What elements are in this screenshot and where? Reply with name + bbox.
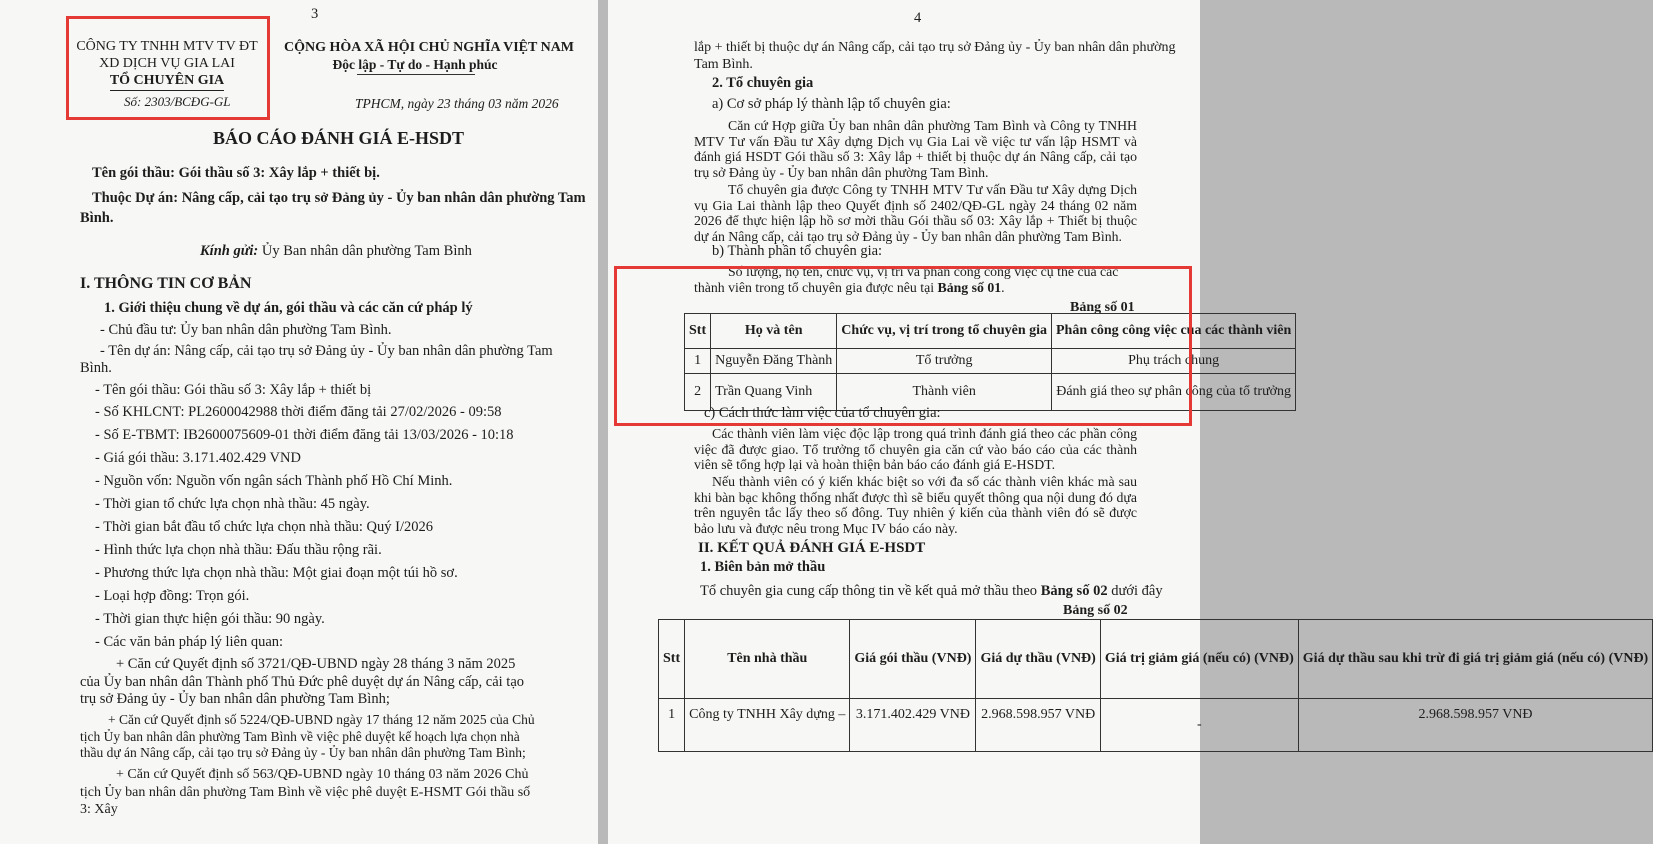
paragraph-team-members <box>694 264 1137 295</box>
table-cell: Trần Quang Vinh <box>711 374 837 411</box>
table-cell: 1 <box>685 349 711 374</box>
expert-team-table <box>684 313 1296 411</box>
legal-basis-3: + Căn cứ Quyết định số 563/QĐ-UBND ngày 10 tháng 03 năm 2026 Chủ tịch Ủy ban nhân dân phường Tam Bình về việc phê duyệt E-HSMT Gói thầu số 3: Xây <box>80 767 531 817</box>
table-header-cell: Họ và tên <box>711 314 837 349</box>
company-name-line1: CÔNG TY TNHH MTV TV ĐT <box>76 39 258 54</box>
page-number: 4 <box>914 10 922 26</box>
document-page-4 <box>608 0 1649 844</box>
company-name-line2: XD DỊCH VỤ GIA LAI <box>99 56 235 71</box>
table-row <box>659 699 1653 752</box>
table-header-cell: Chức vụ, vị trí trong tổ chuyên gia <box>837 314 1052 349</box>
table-reference: Bảng số 02 <box>1040 583 1108 599</box>
table-row <box>685 349 1296 374</box>
table-cell: Đánh giá theo sự phân công của tổ trưởng <box>1052 374 1296 411</box>
company-header <box>72 38 262 91</box>
project-value-cont: Bình. <box>80 210 114 226</box>
table-header-cell: Giá dự thầu sau khi trừ đi giá trị giảm giá (nếu có) (VNĐ) <box>1298 620 1652 699</box>
continued-text: Tam Bình. <box>694 57 753 72</box>
table-header-cell: Stt <box>659 620 685 699</box>
table-cell: Thành viên <box>837 374 1052 411</box>
paragraph-voting: Nếu thành viên có ý kiến khác biệt so với đa số các thành viên khác mà sau khi bàn bạc không thống nhất được thì sẽ biểu quyết thông qua nội dung đó dựa trên nguyên tắc lấy theo số đông. Tuy nhiên ý kiến của thành viên đó sẽ được bảo lưu và được nêu trong Mục IV báo cáo này. <box>694 474 1137 536</box>
info-line: - Thời gian bắt đầu tổ chức lựa chọn nhà thầu: Quý I/2026 <box>95 519 434 535</box>
info-line: - Nguồn vốn: Nguồn vốn ngân sách Thành phố Hồ Chí Minh. <box>95 473 453 489</box>
table-cell: Tổ trưởng <box>837 349 1052 374</box>
section-results-heading: II. KẾT QUẢ ĐÁNH GIÁ E-HSDT <box>698 540 926 556</box>
table-header-cell: Tên nhà thầu <box>685 620 850 699</box>
info-line: Bình. <box>80 360 112 376</box>
paragraph-legal-basis: Căn cứ Hợp giữa Ủy ban nhân dân phường Tam Bình và Công ty TNHH MTV Tư vấn Đầu tư Xây dựng Dịch vụ Gia Lai về việc tư vấn lập HSMT và đánh giá HSDT Gói thầu số 3: Xây lắp + thiết bị thuộc dự án Nâng cấp, cải tạo trụ sở Đảng ủy - Ủy ban nhân dân phường Tam Bình. <box>694 118 1137 180</box>
item-b: b) Thành phần tổ chuyên gia: <box>712 243 883 259</box>
info-line: - Giá gói thầu: 3.171.402.429 VND <box>95 450 301 466</box>
package-value: Gói thầu số 3: Xây lắp + thiết bị. <box>175 165 380 181</box>
info-line: - Tên gói thầu: Gói thầu số 3: Xây lắp + thiết bị <box>95 382 372 398</box>
table-cell: 2.968.598.957 VNĐ <box>976 699 1100 752</box>
paragraph-text: Số lượng, họ tên, chức vụ, vị trí và phân công công việc cụ thể của các thành viên trong tổ chuyên gia được nêu tại <box>694 264 1119 295</box>
info-line: - Thời gian tổ chức lựa chọn nhà thầu: 45 ngày. <box>95 496 370 512</box>
package-label: Tên gói thầu: <box>92 165 175 181</box>
heading-expert-team: 2. Tổ chuyên gia <box>712 75 814 91</box>
info-line: - Số E-TBMT: IB2600075609-01 thời điểm đăng tải 13/03/2026 - 10:18 <box>95 427 514 443</box>
project-line <box>92 190 586 207</box>
paragraph-text: . <box>1001 279 1005 295</box>
document-page-3 <box>0 0 598 844</box>
nation-title: CỘNG HÒA XÃ HỘI CHỦ NGHĨA VIỆT NAM <box>284 40 575 55</box>
paragraph-bid-opening <box>700 583 1163 600</box>
table-cell: 2.968.598.957 VNĐ <box>1298 699 1652 752</box>
table-header-cell: Giá gói thầu (VNĐ) <box>850 620 976 699</box>
subsection-bid-opening: 1. Biên bản mở thầu <box>700 559 826 575</box>
info-line: - Phương thức lựa chọn nhà thầu: Một giai đoạn một túi hồ sơ. <box>95 565 458 581</box>
doc-number: Số: 2303/BCĐG-GL <box>124 94 231 109</box>
info-line: - Các văn bản pháp lý liên quan: <box>95 634 284 650</box>
table-header-cell: Stt <box>685 314 711 349</box>
table-header-cell: Phân công công việc của các thành viên <box>1052 314 1296 349</box>
section-heading: I. THÔNG TIN CƠ BẢN <box>80 275 252 292</box>
table-header-cell: Giá trị giảm giá (nếu có) (VNĐ) <box>1100 620 1298 699</box>
table-cell: 3.171.402.429 VNĐ <box>850 699 976 752</box>
paragraph-text: Tổ chuyên gia cung cấp thông tin về kết quả mở thầu theo <box>700 583 1041 599</box>
paragraph-text: dưới đây <box>1107 583 1163 599</box>
paragraph-team-establishment: Tổ chuyên gia được Công ty TNHH MTV Tư vấn Đầu tư Xây dựng Dịch vụ Gia Lai thành lập theo Quyết định số 2402/QĐ-GL ngày 24 tháng 02 năm 2026 để thực hiện lập hồ sơ mời thầu Gói thầu số 03: Xây lắp + Thiết bị thuộc dự án Nâng cấp, cải tạo trụ sở Đảng ủy - Ủy ban nhân dân phường Tam Bình. <box>694 182 1137 244</box>
legal-basis-1: + Căn cứ Quyết định số 3721/QĐ-UBND ngày 28 tháng 3 năm 2025 của Ủy ban nhân dân Thành phố Thủ Đức phê duyệt dự án Nâng cấp, cải tạo trụ sở Đảng ủy - Ủy ban nhân dân phường Tam Bình; <box>80 656 525 707</box>
info-line: - Tên dự án: Nâng cấp, cải tạo trụ sở Đảng ủy - Ủy ban nhân dân phường Tam <box>100 343 553 359</box>
table-cell: 1 <box>659 699 685 752</box>
item-c: c) Cách thức làm việc của tổ chuyên gia: <box>704 405 941 421</box>
legal-basis-2: + Căn cứ Quyết định số 5224/QĐ-UBND ngày 17 tháng 12 năm 2025 của Chủ tịch Ủy ban nhân dân phường Tam Bình về việc phê duyệt kế hoạch lựa chọn nhà thầu dự án Nâng cấp, cải tạo trụ sở Đảng ủy - Ủy ban nhân dân phường Tam Bình; <box>80 712 535 760</box>
table2-caption: Bảng số 02 <box>1063 603 1128 618</box>
place-date: TPHCM, ngày 23 tháng 03 năm 2026 <box>355 96 559 111</box>
info-line: - Số KHLCNT: PL2600042988 thời điểm đăng tải 27/02/2026 - 09:58 <box>95 404 502 420</box>
info-line: - Loại hợp đồng: Trọn gói. <box>95 588 250 604</box>
item-a: a) Cơ sở pháp lý thành lập tổ chuyên gia: <box>712 96 951 112</box>
page-number: 3 <box>311 6 319 22</box>
info-line: - Thời gian thực hiện gói thầu: 90 ngày. <box>95 611 325 627</box>
team-name: TỔ CHUYÊN GIA <box>110 72 224 91</box>
table-reference: Bảng số 01 <box>937 279 1002 295</box>
recipient-line <box>200 243 472 260</box>
table-cell: - <box>1100 699 1298 752</box>
bid-opening-table <box>658 619 1653 752</box>
table-header-row <box>685 314 1296 349</box>
info-line: - Chủ đầu tư: Ủy ban nhân dân phường Tam Bình. <box>100 322 392 338</box>
paragraph-working-method: Các thành viên làm việc độc lập trong quá trình đánh giá theo các phần công việc đã được giao. Tổ trưởng tổ chuyên gia căn cứ vào báo cáo của các thành viên sẽ tổng hợp lại và hoàn thiện bản báo cáo đánh giá E-HSDT. <box>694 426 1137 472</box>
project-value: Nâng cấp, cải tạo trụ sở Đảng ủy - Ủy ban nhân dân phường Tam <box>178 190 586 206</box>
table1-caption: Bảng số 01 <box>1070 300 1135 315</box>
report-title: BÁO CÁO ĐÁNH GIÁ E-HSDT <box>213 128 465 148</box>
table-header-row <box>659 620 1653 699</box>
recipient-value: Ủy Ban nhân dân phường Tam Bình <box>258 243 472 259</box>
package-line <box>92 165 380 182</box>
project-label: Thuộc Dự án: <box>92 190 179 206</box>
motto: Độc lập - Tự do - Hạnh phúc <box>332 57 498 72</box>
table-cell: Phụ trách chung <box>1052 349 1296 374</box>
recipient-label: Kính gửi: <box>200 243 259 259</box>
subsection-heading: 1. Giới thiệu chung về dự án, gói thầu và các căn cứ pháp lý <box>104 300 473 316</box>
table-cell: Nguyễn Đăng Thành <box>711 349 837 374</box>
continued-text: lắp + thiết bị thuộc dự án Nâng cấp, cải tạo trụ sở Đảng ủy - Ủy ban nhân dân phường <box>694 40 1176 55</box>
table-cell: Công ty TNHH Xây dựng – <box>685 699 850 752</box>
table-header-cell: Giá dự thầu (VNĐ) <box>976 620 1100 699</box>
info-line: - Hình thức lựa chọn nhà thầu: Đấu thầu rộng rãi. <box>95 542 382 558</box>
table-cell: 2 <box>685 374 711 411</box>
